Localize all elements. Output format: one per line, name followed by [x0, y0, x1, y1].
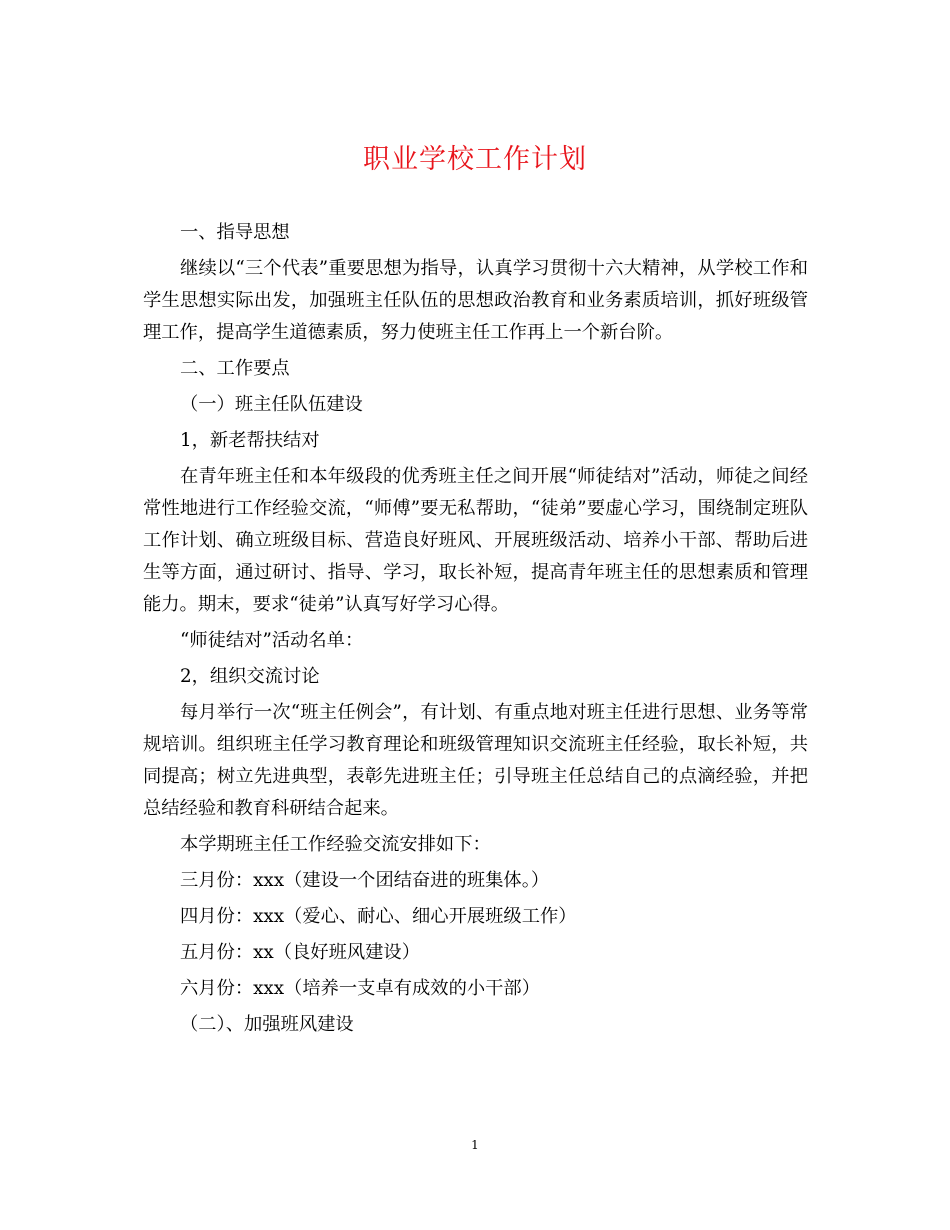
page-title: 职业学校工作计划 [363, 144, 587, 175]
paragraph: 本学期班主任工作经验交流安排如下： [180, 834, 491, 855]
subsection-heading: （一）班主任队伍建设 [180, 394, 363, 415]
section-heading: 一、指导思想 [180, 222, 290, 243]
schedule-item: 六月份：xxx（培养一支卓有成效的小干部） [180, 978, 540, 999]
paragraph: 每月举行一次“班主任例会”，有计划、有重点地对班主任进行思想、业务等常规培训。组织班主任学习教育理论和班级管理知识交流班主任经验，取长补短，共同提高；树立先进典型，表彰先进班主任；引导班主任总结自己的点滴经验，并把总结经验和教育科研结合起来。 [143, 702, 808, 819]
item-heading: 2，组织交流讨论 [180, 666, 320, 687]
paragraph: 继续以“三个代表”重要思想为指导，认真学习贯彻十六大精神，从学校工作和学生思想实际出发，加强班主任队伍的思想政治教育和业务素质培训，抓好班级管理工作，提高学生道德素质，努力使班主任工作再上一个新台阶。 [143, 258, 808, 343]
paragraph: “师徒结对”活动名单： [180, 630, 364, 651]
subsection-heading: （二）、加强班风建设 [180, 1014, 354, 1035]
paragraph: 在青年班主任和本年级段的优秀班主任之间开展“师徒结对”活动，师徒之间经常性地进行工作经验交流，“师傅”要无私帮助，“徒弟”要虚心学习，围绕制定班队工作计划、确立班级目标、营造良好班风、开展班级活动、培养小干部、帮助后进生等方面，通过研讨、指导、学习，取长补短，提高青年班主任的思想素质和管理能力。期末，要求“徒弟”认真写好学习心得。 [143, 466, 808, 615]
section-heading: 二、工作要点 [180, 358, 290, 379]
document-body [143, 217, 808, 1045]
schedule-item: 三月份：xxx（建设一个团结奋进的班集体。） [180, 870, 550, 891]
item-heading: 1，新老帮扶结对 [180, 430, 320, 451]
schedule-item: 四月份：xxx（爱心、耐心、细心开展班级工作） [180, 906, 577, 927]
page-number: 1 [471, 1138, 479, 1152]
schedule-item: 五月份：xx（良好班风建设） [180, 942, 420, 963]
